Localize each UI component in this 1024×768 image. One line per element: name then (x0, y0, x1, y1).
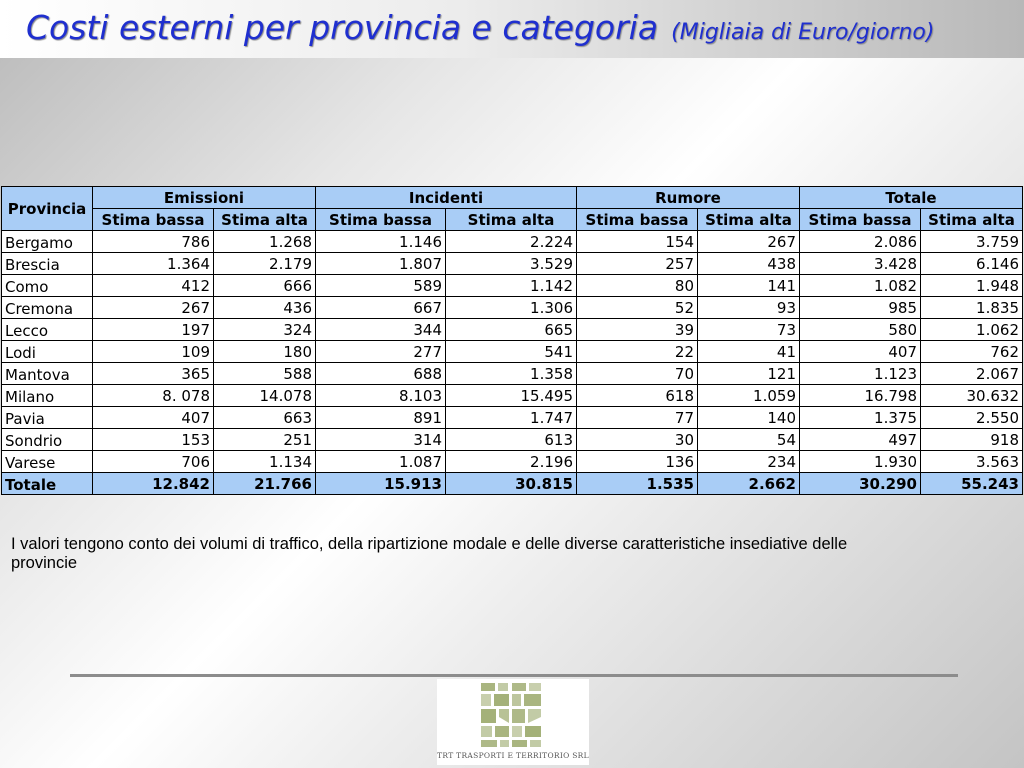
value-cell: 21.766 (214, 473, 316, 495)
value-cell: 665 (446, 319, 577, 341)
value-cell: 3.428 (800, 253, 921, 275)
footnote-text: I valori tengono conto dei volumi di traffico, della ripartizione modale e delle diverse caratteristiche insediative delle provincie (11, 535, 848, 572)
value-cell: 16.798 (800, 385, 921, 407)
value-cell: 1.134 (214, 451, 316, 473)
value-cell: 314 (316, 429, 446, 451)
value-cell: 55.243 (921, 473, 1023, 495)
value-cell: 365 (93, 363, 214, 385)
table-body (2, 231, 1023, 495)
company-logo-text: TRT TRASPORTI E TERRITORIO SRL (437, 751, 589, 760)
value-cell: 267 (698, 231, 800, 253)
value-cell: 666 (214, 275, 316, 297)
value-cell: 1.268 (214, 231, 316, 253)
value-cell: 438 (698, 253, 800, 275)
value-cell: 3.759 (921, 231, 1023, 253)
value-cell: 1.142 (446, 275, 577, 297)
value-cell: 2.086 (800, 231, 921, 253)
value-cell: 2.067 (921, 363, 1023, 385)
value-cell: 251 (214, 429, 316, 451)
value-cell: 1.123 (800, 363, 921, 385)
total-row (2, 473, 1023, 495)
value-cell: 667 (316, 297, 446, 319)
value-cell: 407 (800, 341, 921, 363)
value-cell: 918 (921, 429, 1023, 451)
value-cell: 1.835 (921, 297, 1023, 319)
value-cell: 39 (577, 319, 698, 341)
value-cell: 153 (93, 429, 214, 451)
value-cell: 3.563 (921, 451, 1023, 473)
value-cell: 6.146 (921, 253, 1023, 275)
value-cell: 197 (93, 319, 214, 341)
title-main: Costi esterni per provincia e categoria (26, 8, 659, 47)
value-cell: 1.747 (446, 407, 577, 429)
value-cell: 613 (446, 429, 577, 451)
value-cell: 93 (698, 297, 800, 319)
table-row (2, 231, 1023, 253)
footer-divider (70, 674, 958, 677)
value-cell: 1.082 (800, 275, 921, 297)
value-cell: 985 (800, 297, 921, 319)
value-cell: 234 (698, 451, 800, 473)
provincia-header: Provincia (2, 187, 93, 231)
group-header-totale: Totale (800, 187, 1023, 209)
value-cell: 407 (93, 407, 214, 429)
value-cell: 412 (93, 275, 214, 297)
value-cell: 1.059 (698, 385, 800, 407)
total-label: Totale (2, 473, 93, 495)
province-name: Sondrio (2, 429, 93, 451)
value-cell: 41 (698, 341, 800, 363)
province-name: Cremona (2, 297, 93, 319)
value-cell: 541 (446, 341, 577, 363)
value-cell: 786 (93, 231, 214, 253)
value-cell: 589 (316, 275, 446, 297)
table-row (2, 429, 1023, 451)
value-cell: 1.807 (316, 253, 446, 275)
subheader-row (2, 209, 1023, 231)
city-map-logo-icon (481, 683, 545, 749)
title-bar (0, 0, 1024, 58)
value-cell: 30 (577, 429, 698, 451)
value-cell: 1.306 (446, 297, 577, 319)
value-cell: 663 (214, 407, 316, 429)
value-cell: 588 (214, 363, 316, 385)
value-cell: 267 (93, 297, 214, 319)
value-cell: 54 (698, 429, 800, 451)
value-cell: 73 (698, 319, 800, 341)
title-subtitle: (Migliaia di Euro/giorno) (671, 20, 935, 45)
value-cell: 3.529 (446, 253, 577, 275)
value-cell: 580 (800, 319, 921, 341)
province-name: Lodi (2, 341, 93, 363)
table-row (2, 253, 1023, 275)
table-row (2, 407, 1023, 429)
value-cell: 30.290 (800, 473, 921, 495)
value-cell: 324 (214, 319, 316, 341)
value-cell: 1.930 (800, 451, 921, 473)
value-cell: 2.196 (446, 451, 577, 473)
subheader-cell: Stima alta (214, 209, 316, 231)
province-name: Varese (2, 451, 93, 473)
subheader-cell: Stima alta (921, 209, 1023, 231)
value-cell: 15.495 (446, 385, 577, 407)
value-cell: 2.662 (698, 473, 800, 495)
subheader-cell: Stima alta (446, 209, 577, 231)
company-logo (437, 679, 589, 765)
subheader-cell: Stima bassa (316, 209, 446, 231)
group-header-row (2, 187, 1023, 209)
value-cell: 688 (316, 363, 446, 385)
province-name: Brescia (2, 253, 93, 275)
value-cell: 1.375 (800, 407, 921, 429)
value-cell: 140 (698, 407, 800, 429)
value-cell: 109 (93, 341, 214, 363)
value-cell: 257 (577, 253, 698, 275)
value-cell: 497 (800, 429, 921, 451)
value-cell: 30.815 (446, 473, 577, 495)
value-cell: 121 (698, 363, 800, 385)
group-header-rumore: Rumore (577, 187, 800, 209)
costs-table (1, 186, 1023, 495)
subheader-cell: Stima alta (698, 209, 800, 231)
value-cell: 22 (577, 341, 698, 363)
group-header-incidenti: Incidenti (316, 187, 577, 209)
value-cell: 1.364 (93, 253, 214, 275)
province-name: Pavia (2, 407, 93, 429)
value-cell: 8.103 (316, 385, 446, 407)
group-header-emissioni: Emissioni (93, 187, 316, 209)
value-cell: 12.842 (93, 473, 214, 495)
table-row (2, 363, 1023, 385)
value-cell: 52 (577, 297, 698, 319)
table-row (2, 297, 1023, 319)
subheader-cell: Stima bassa (93, 209, 214, 231)
province-name: Como (2, 275, 93, 297)
value-cell: 70 (577, 363, 698, 385)
value-cell: 762 (921, 341, 1023, 363)
value-cell: 1.358 (446, 363, 577, 385)
value-cell: 891 (316, 407, 446, 429)
value-cell: 1.062 (921, 319, 1023, 341)
value-cell: 1.146 (316, 231, 446, 253)
table-row (2, 451, 1023, 473)
value-cell: 77 (577, 407, 698, 429)
value-cell: 1.948 (921, 275, 1023, 297)
value-cell: 277 (316, 341, 446, 363)
value-cell: 618 (577, 385, 698, 407)
province-name: Mantova (2, 363, 93, 385)
province-name: Milano (2, 385, 93, 407)
table-row (2, 319, 1023, 341)
value-cell: 14.078 (214, 385, 316, 407)
value-cell: 2.550 (921, 407, 1023, 429)
value-cell: 706 (93, 451, 214, 473)
value-cell: 8. 078 (93, 385, 214, 407)
table-row (2, 385, 1023, 407)
value-cell: 15.913 (316, 473, 446, 495)
table-row (2, 275, 1023, 297)
value-cell: 2.224 (446, 231, 577, 253)
value-cell: 30.632 (921, 385, 1023, 407)
value-cell: 80 (577, 275, 698, 297)
value-cell: 1.535 (577, 473, 698, 495)
value-cell: 154 (577, 231, 698, 253)
value-cell: 1.087 (316, 451, 446, 473)
subheader-cell: Stima bassa (577, 209, 698, 231)
value-cell: 344 (316, 319, 446, 341)
value-cell: 141 (698, 275, 800, 297)
province-name: Lecco (2, 319, 93, 341)
value-cell: 2.179 (214, 253, 316, 275)
table-row (2, 341, 1023, 363)
page-title (26, 8, 934, 47)
province-name: Bergamo (2, 231, 93, 253)
value-cell: 136 (577, 451, 698, 473)
value-cell: 436 (214, 297, 316, 319)
subheader-cell: Stima bassa (800, 209, 921, 231)
value-cell: 180 (214, 341, 316, 363)
